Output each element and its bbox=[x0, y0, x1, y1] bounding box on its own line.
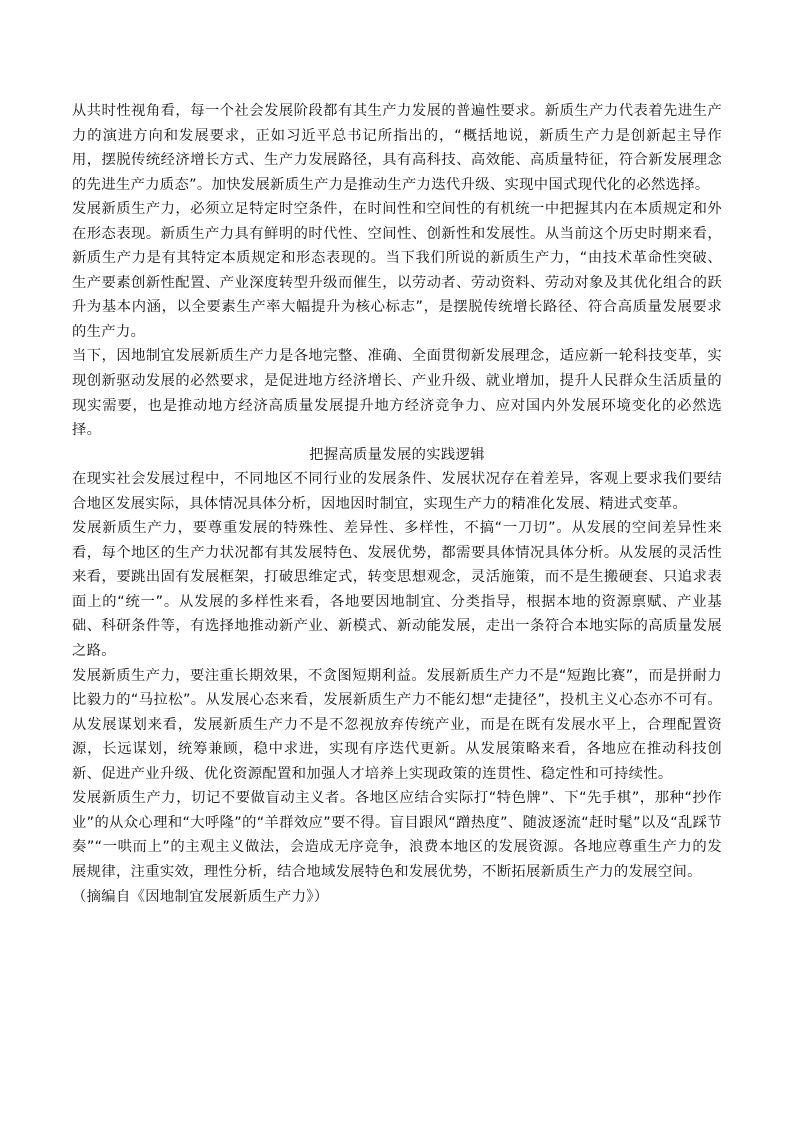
article-body bbox=[72, 99, 722, 909]
paragraph-intro-3: 当下，因地制宜发展新质生产力是各地完整、准确、全面贯彻新发展理念，适应新一轮科技变革，实现创新驱动发展的必然要求，是促进地方经济增长、产业升级、就业增加，提升人民群众生活质量的现实需要，也是推动地方经济高质量发展提升地方经济竞争力、应对国内外发展环境变化的必然选择。 bbox=[72, 348, 722, 439]
paragraph-intro-2: 发展新质生产力，必须立足特定时空条件，在时间性和空间性的有机统一中把握其内在本质规定和外在形态表现。新质生产力具有鲜明的时代性、空间性、创新性和发展性。从当前这个历史时期来看，新质生产力是有其特定本质规定和形态表现的。当下我们所说的新质生产力，“由技术革命性突破、生产要素创新性配置、产业深度转型升级而催生，以劳动者、劳动资料、劳动对象及其优化组合的跃升为基本内涵，以全要素生产率大幅提升为核心标志”，是摆脱传统增长路径、符合高质量发展要求的生产力。 bbox=[72, 201, 722, 340]
source-note: （摘编自《因地制宜发展新质生产力》） bbox=[72, 888, 329, 905]
section-heading: 把握高质量发展的实践逻辑 bbox=[309, 446, 485, 463]
paragraph-body-1: 在现实社会发展过程中，不同地区不同行业的发展条件、发展状况存在着差异，客观上要求我们要结合地区发展实际，具体情况具体分析，因地因时制宜，实现生产力的精准化发展、精进式变革。 bbox=[72, 471, 722, 512]
paragraph-intro-1: 从共时性视角看，每一个社会发展阶段都有其生产力发展的普遍性要求。新质生产力代表着先进生产力的演进方向和发展要求，正如习近平总书记所指出的，“概括地说，新质生产力是创新起主导作用，摆脱传统经济增长方式、生产力发展路径，具有高科技、高效能、高质量特征，符合新发展理念的先进生产力质态”。加快发展新质生产力是推动生产力迭代升级、实现中国式现代化的必然选择。 bbox=[72, 103, 722, 193]
paragraph-body-4: 发展新质生产力，切记不要做盲动主义者。各地区应结合实际打“特色牌”、下“先手棋”，那种“抄作业”的从众心理和“大呼隆”的“羊群效应”要不得。盲目跟风“蹭热度”、随波逐流“赶时髦”以及“乱踩节奏”“一哄而上”的主观主义做法，会造成无序竞争，浪费本地区的发展资源。各地应尊重生产力的发展规律，注重实效，理性分析，结合地域发展特色和发展优势，不断拓展新质生产力的发展空间。 bbox=[72, 790, 722, 880]
paragraph-body-3: 发展新质生产力，要注重长期效果，不贪图短期利益。发展新质生产力不是“短跑比赛”，而是拼耐力比毅力的“马拉松”。从发展心态来看，发展新质生产力不能幻想“走捷径”，投机主义心态亦不可有。从发展谋划来看，发展新质生产力不是不忽视放弃传统产业，而是在既有发展水平上，合理配置资源，长远谋划，统筹兼顾，稳中求进，实现有序迭代更新。从发展策略来看，各地应在推动科技创新、促进产业升级、优化资源配置和加强人才培养上实现政策的连贯性、稳定性和可持续性。 bbox=[72, 667, 722, 782]
paragraph-body-2: 发展新质生产力，要尊重发展的特殊性、差异性、多样性，不搞“一刀切”。从发展的空间差异性来看，每个地区的生产力状况都有其发展特色、发展优势，都需要具体情况具体分析。从发展的灵活性来看，要跳出固有发展框架，打破思维定式，转变思想观念，灵活施策，而不是生搬硬套、只追求表面上的“统一”。从发展的多样性来看，各地要因地制宜、分类指导，根据本地的资源禀赋、产业基础、科研条件等，有选择地推动新产业、新模式、新动能发展，走出一条符合本地实际的高质量发展之路。 bbox=[72, 520, 722, 660]
